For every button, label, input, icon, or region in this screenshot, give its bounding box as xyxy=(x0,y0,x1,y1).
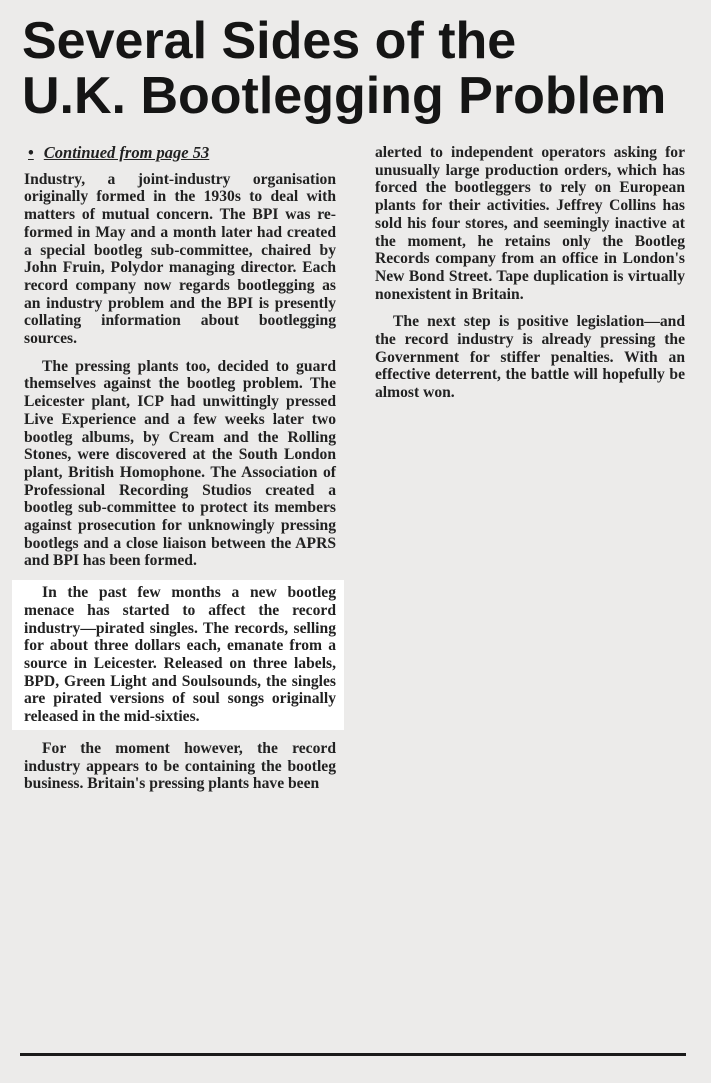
right-column xyxy=(375,144,685,412)
headline xyxy=(22,14,692,124)
continued-from-link[interactable] xyxy=(28,144,336,162)
headline-line-1: Several Sides of the xyxy=(22,12,517,70)
paragraph-legislation: The next step is positive legislation—and the record industry is already pressing the Government for stiffer penalties. With an effective deterrent, the battle will hopefully be almost won. xyxy=(375,313,685,402)
paragraph-independent-operators: alerted to independent operators asking for unusually large production orders, which has forced the bootleggers to rely on European plants for their activities. Jeffrey Collins has sold his four stores, and seemingly inactive at the moment, he retains only the Bootleg Records company from an office in London's New Bond Street. Tape duplication is virtually nonexistent in Britain. xyxy=(375,144,685,303)
continued-text: Continued from page 53 xyxy=(43,143,210,162)
left-column xyxy=(24,144,336,803)
headline-line-2: U.K. Bootlegging Problem xyxy=(22,67,667,125)
bottom-rule xyxy=(20,1053,686,1056)
bullet-icon: • xyxy=(28,143,34,162)
paragraph-pirated-singles: In the past few months a new bootleg menace has started to affect the record industry—pirated singles. The records, selling for about three dollars each, emanate from a source in Leicester. Released on three labels, BPD, Green Light and Soulsounds, the singles are pirated versions of soul songs originally released in the mid-sixties. xyxy=(12,580,344,730)
paragraph-containing-bootleg: For the moment however, the record industry appears to be containing the bootleg business. Britain's pressing plants have been xyxy=(24,739,336,793)
paragraph-pressing-plants: The pressing plants too, decided to guard themselves against the bootleg problem. The Leicester plant, ICP had unwittingly pressed Live Experience and a few weeks later two bootleg albums, by Cream and the Rolling Stones, were discovered at the South London plant, British Homophone. The Association of Professional Recording Studios created a bootleg sub-committee to protect its members against prosecution for unknowingly pressing bootlegs and a close liaison between the APRS and BPI has been formed. xyxy=(24,357,336,570)
paragraph-bpi: Industry, a joint-industry organisation originally formed in the 1930s to deal with matters of mutual concern. The BPI was re-formed in May and a month later had created a special bootleg sub-committee, chaired by John Fruin, Polydor managing director. Each record company now regards bootlegging as an industry problem and the BPI is presently collating information about bootlegging sources. xyxy=(24,170,336,348)
